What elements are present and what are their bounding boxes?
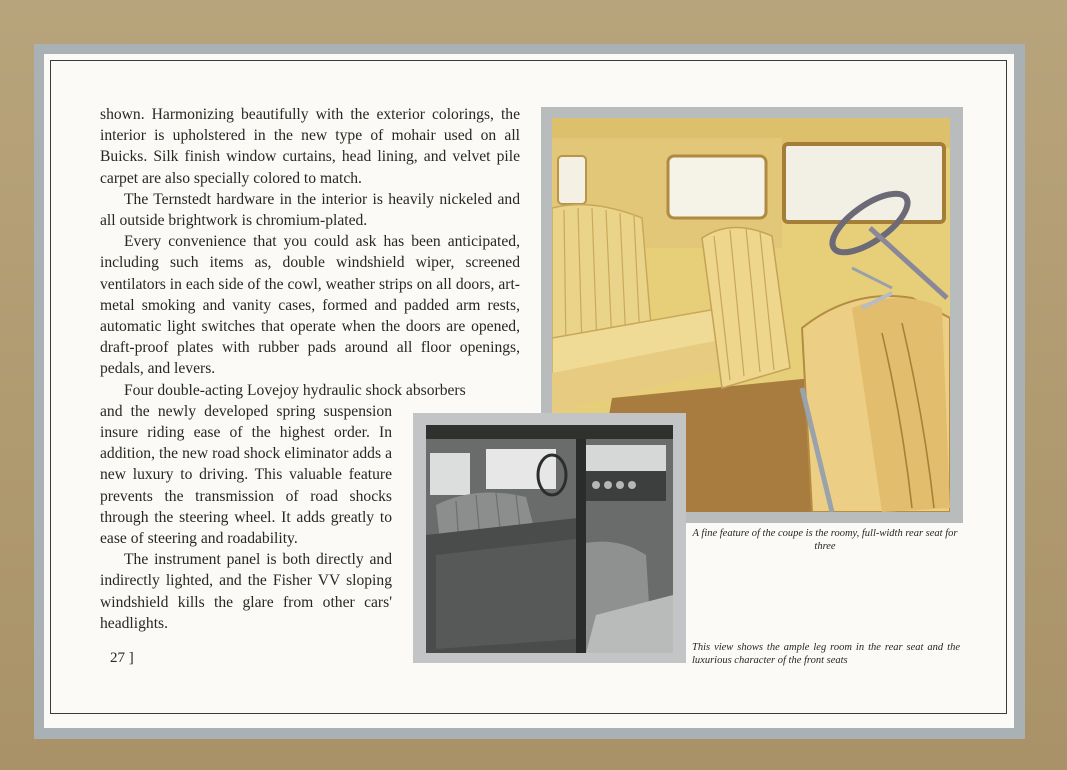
page-number: 27 ] xyxy=(110,650,134,666)
caption-bottom-photo: This view shows the ample leg room in the rear seat and the luxurious character of the front seats xyxy=(692,642,960,666)
paragraph-4: Four double-acting Lovejoy hydraulic shock absorbers xyxy=(124,381,466,399)
paragraph-3: Every convenience that you could ask has been anticipated, including such items as, double windshield wiper, screened ventilators in each side of the cowl, weather strips on all doors, art-metal smoking and vanity cases, formed and padded arm rests, automatic light switches that operate when the doors are opened, draft-proof plates with rubber pads around all floor openings, pedals, and levers. xyxy=(100,233,520,378)
paragraph-1: shown. Harmonizing beautifully with the exterior colorings, the interior is upholstered in the new type of mohair used on all Buicks. Silk finish window curtains, head lining, and velvet pile carpet are also specially colored to match. xyxy=(100,106,520,187)
front-seats-photo xyxy=(426,425,673,653)
paragraph-2: The Ternstedt hardware in the interior is heavily nickeled and all outside brightwork is chromium-plated. xyxy=(100,190,520,230)
paragraph-4-continued: and the newly developed spring suspension insure riding ease of the highest order. In addition, the new road shock eliminator adds a new luxury to driving. This valuable feature prevents the transmission of road shocks through the steering wheel. It adds greatly to ease of steering and roadability. xyxy=(100,402,392,548)
caption-top-photo: A fine feature of the coupe is the roomy, full-width rear seat for three xyxy=(692,528,958,552)
paragraph-5: The instrument panel is both directly and indirectly lighted, and the Fisher VV sloping windshield kills the glare from other cars' headlights. xyxy=(100,551,392,632)
